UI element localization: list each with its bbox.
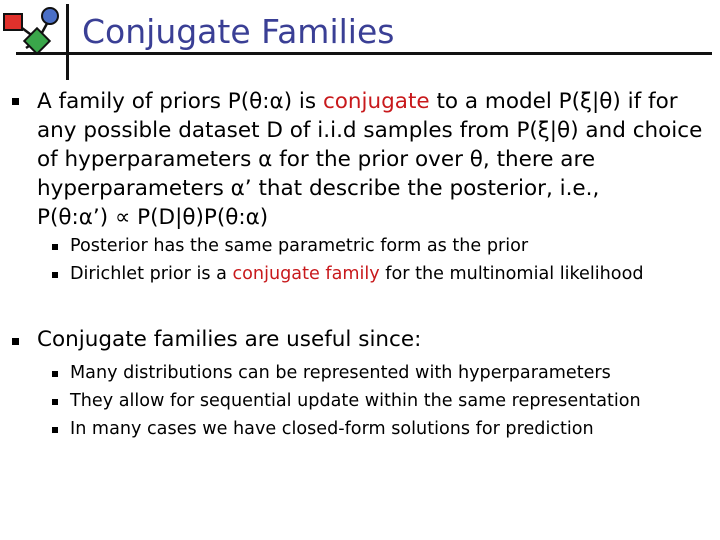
bullet-1-line-4: hyperparameters α’ that describe the posterior, i.e., [37, 176, 600, 201]
sub-bullet-marker [52, 399, 58, 405]
sub-bullet-2-3: In many cases we have closed-form solutions for prediction [70, 419, 594, 439]
slide-title: Conjugate Families [82, 12, 395, 51]
title-horizontal-rule [16, 52, 712, 55]
sub-bullet-1-2: Dirichlet prior is a conjugate family for the multinomial likelihood [70, 264, 644, 284]
sub-bullet-marker [52, 244, 58, 250]
bullet-1-line-5: P(θ:α’) ∝ P(D|θ)P(θ:α) [37, 205, 269, 230]
sub-bullet-marker [52, 427, 58, 433]
conjugate-family-highlight: conjugate family [232, 264, 380, 284]
title-vertical-rule [66, 4, 69, 80]
bullet-1-line-2: any possible dataset D of i.i.d samples from P(ξ|θ) and choice [37, 118, 703, 143]
bullet-2-text: Conjugate families are useful since: [37, 327, 422, 352]
bullet-1-text [37, 87, 702, 232]
sub-bullet-marker [52, 371, 58, 377]
sub-bullet-2-1: Many distributions can be represented with hyperparameters [70, 363, 611, 383]
bullet-1-line-1: A family of priors P(θ:α) is conjugate to a model P(ξ|θ) if for [37, 89, 678, 114]
conjugate-highlight: conjugate [322, 89, 430, 114]
sub-bullet-2-2: They allow for sequential update within the same representation [70, 391, 641, 411]
bullet-1-line-3: of hyperparameters α for the prior over θ, there are [37, 147, 596, 172]
bullet-marker [12, 338, 19, 345]
sub-bullet-marker [52, 272, 58, 278]
sub-bullet-1-1: Posterior has the same parametric form as the prior [70, 236, 529, 256]
bullet-marker [12, 98, 19, 105]
